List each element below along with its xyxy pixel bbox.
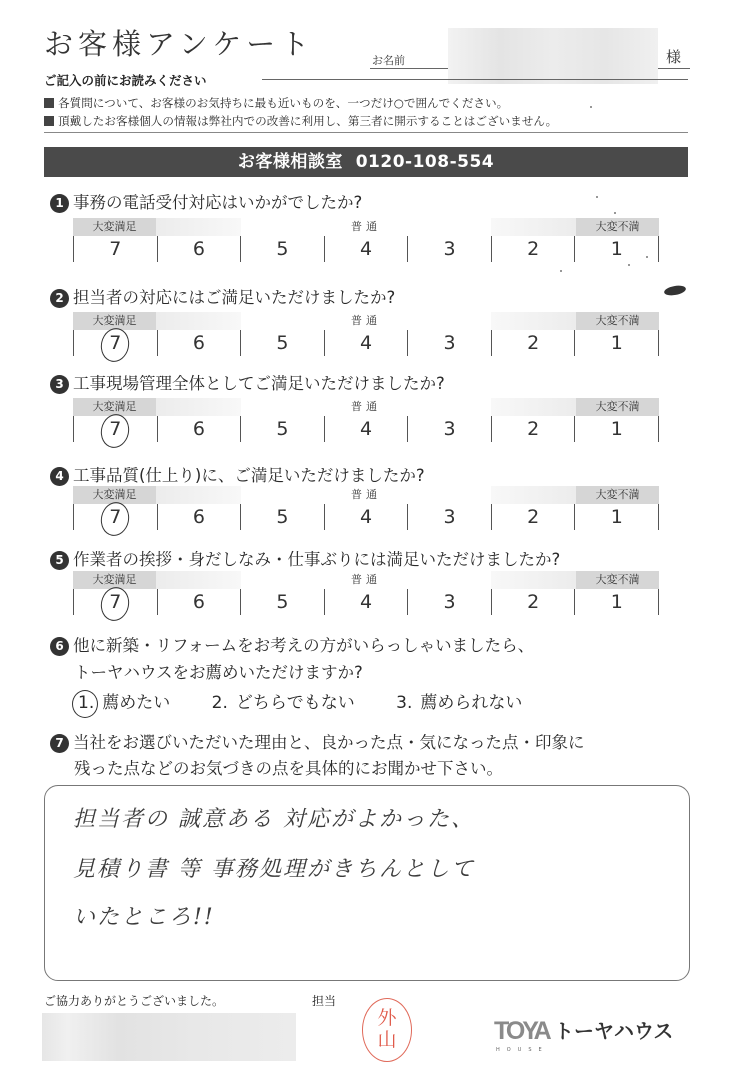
label-gradient (491, 486, 576, 504)
rating-option-6[interactable]: 6 (157, 504, 241, 530)
label-gradient (491, 398, 576, 416)
rating-option-1[interactable]: 1 (574, 416, 659, 442)
name-label: お名前 (372, 54, 405, 67)
handwritten-line-1: 担当者の 誠意ある 対応がよかった、 (73, 807, 475, 832)
rating-scale-2 (73, 312, 659, 356)
number-badge-icon: 6 (50, 637, 69, 656)
rating-option-7-selected[interactable]: 7 (73, 589, 157, 615)
question-3 (50, 370, 445, 394)
rating-option-3[interactable]: 3 (407, 416, 491, 442)
number-badge-icon: 5 (50, 551, 69, 570)
rating-option-6[interactable]: 6 (157, 236, 241, 262)
stamp-char: 外 (377, 1007, 397, 1029)
customer-support-band (44, 147, 688, 177)
square-bullet-icon (44, 116, 54, 126)
rating-option-3[interactable]: 3 (407, 330, 491, 356)
stamp-char: 山 (377, 1029, 397, 1051)
option-number: 3. (396, 693, 413, 713)
logo-subtext: HOUSE (496, 1047, 549, 1053)
label-gradient (491, 571, 576, 589)
label-gradient (156, 398, 241, 416)
rating-option-5[interactable]: 5 (240, 504, 324, 530)
rating-scale-1 (73, 218, 659, 262)
very-satisfied-label: 大変満足 (73, 312, 156, 330)
rating-option-4[interactable]: 4 (324, 589, 408, 615)
question-1 (50, 189, 362, 213)
question-7 (50, 729, 585, 753)
option-label: 薦められない (420, 693, 523, 713)
neutral-label: 普通 (351, 220, 381, 233)
company-logo (494, 1018, 673, 1058)
neutral-label: 普通 (351, 573, 381, 586)
staff-label: 担当 (312, 994, 337, 1008)
option-recommend-selected[interactable] (78, 688, 170, 713)
question-text: 工事品質(仕上り)に、ご満足いただけましたか? (73, 466, 425, 485)
support-label: お客様相談室 (237, 152, 343, 172)
rating-option-2[interactable]: 2 (491, 589, 575, 615)
label-gradient (491, 218, 576, 236)
rating-scale-3 (73, 398, 659, 442)
question-text: 工事現場管理全体としてご満足いただけましたか? (73, 374, 445, 393)
question-6-line2: トーヤハウスをお薦めいただけますか? (74, 663, 363, 682)
option-number: 1. (78, 693, 95, 713)
rating-option-3[interactable]: 3 (407, 589, 491, 615)
neutral-label: 普通 (351, 400, 381, 413)
rating-scale-4 (73, 486, 659, 530)
question-7-line2: 残った点などのお気づきの点を具体的にお聞かせ下さい。 (74, 759, 503, 778)
rating-option-5[interactable]: 5 (240, 589, 324, 615)
very-satisfied-label: 大変満足 (73, 398, 156, 416)
thanks-message: ご協力ありがとうございました。 (44, 994, 225, 1008)
instruction-note (44, 95, 508, 111)
very-satisfied-label: 大変満足 (73, 486, 156, 504)
option-not-recommend[interactable] (396, 688, 522, 713)
scan-speck (590, 106, 592, 108)
number-badge-icon: 1 (50, 194, 69, 213)
rating-option-4[interactable]: 4 (324, 236, 408, 262)
rating-option-2[interactable]: 2 (491, 330, 575, 356)
rating-option-7-selected[interactable]: 7 (73, 330, 157, 356)
rating-option-6[interactable]: 6 (157, 416, 241, 442)
divider (44, 132, 688, 133)
scan-speck (560, 270, 562, 272)
scan-speck (628, 264, 630, 266)
question-text: 担当者の対応にはご満足いただけましたか? (73, 288, 396, 307)
rating-option-2[interactable]: 2 (491, 236, 575, 262)
very-dissatisfied-label: 大変不満 (576, 312, 659, 330)
rating-option-1[interactable]: 1 (574, 330, 659, 356)
handwritten-line-2: 見積り書 等 事務処理がきちんとして (73, 857, 475, 882)
question-5 (50, 546, 560, 570)
very-dissatisfied-label: 大変不満 (576, 571, 659, 589)
option-label: どちらでもない (235, 693, 355, 713)
rating-option-4[interactable]: 4 (324, 416, 408, 442)
option-number: 2. (211, 693, 228, 713)
question-text: 他に新築・リフォームをお考えの方がいらっしゃいましたら、 (73, 636, 535, 655)
rating-scale-5 (73, 571, 659, 615)
question-text: 作業者の挨拶・身だしなみ・仕事ぶりには満足いただけましたか? (73, 550, 561, 569)
rating-option-1[interactable]: 1 (574, 236, 659, 262)
scan-speck (596, 196, 598, 198)
very-dissatisfied-label: 大変不満 (576, 486, 659, 504)
read-first-heading: ご記入の前にお読みください (44, 73, 207, 88)
redacted-block (42, 1013, 296, 1061)
option-label: 薦めたい (102, 693, 171, 713)
rating-option-3[interactable]: 3 (407, 236, 491, 262)
privacy-text: 頂戴したお客様個人の情報は弊社内での改善に利用し、第三者に開示することはございません。 (58, 114, 558, 128)
rating-option-7[interactable]: 7 (73, 236, 157, 262)
label-gradient (156, 571, 241, 589)
number-badge-icon: 7 (50, 734, 69, 753)
survey-title: お客様アンケート (44, 27, 315, 61)
very-satisfied-label: 大変満足 (73, 571, 156, 589)
label-gradient (491, 312, 576, 330)
neutral-label: 普通 (351, 488, 381, 501)
recommend-options (78, 688, 558, 713)
handwritten-line-3: いたところ!! (73, 905, 215, 930)
number-badge-icon: 2 (50, 289, 69, 308)
question-6 (50, 632, 534, 656)
question-4 (50, 462, 425, 486)
rating-option-4[interactable]: 4 (324, 504, 408, 530)
rating-option-7-selected[interactable]: 7 (73, 416, 157, 442)
very-dissatisfied-label: 大変不満 (576, 218, 659, 236)
question-text: 事務の電話受付対応はいかがでしたか? (73, 193, 363, 212)
rating-option-6[interactable]: 6 (157, 589, 241, 615)
scan-speck (614, 212, 616, 214)
comment-textarea[interactable] (44, 785, 690, 981)
scan-speck (646, 256, 648, 258)
label-gradient (156, 312, 241, 330)
rating-option-5[interactable]: 5 (240, 330, 324, 356)
toya-logo-icon (494, 1018, 548, 1054)
heading-rule (262, 79, 688, 80)
label-gradient (156, 486, 241, 504)
rating-option-2[interactable]: 2 (491, 504, 575, 530)
option-neutral[interactable] (212, 688, 355, 713)
honorific: 様 (666, 48, 682, 66)
privacy-note (44, 113, 557, 129)
rating-option-1[interactable]: 1 (574, 589, 659, 615)
name-field-redacted[interactable] (448, 28, 658, 84)
rating-option-2[interactable]: 2 (491, 416, 575, 442)
neutral-label: 普通 (351, 314, 381, 327)
rating-option-1[interactable]: 1 (574, 504, 659, 530)
ink-smudge (663, 284, 686, 297)
support-phone: 0120-108-554 (355, 152, 495, 172)
number-badge-icon: 3 (50, 375, 69, 394)
rating-option-5[interactable]: 5 (240, 236, 324, 262)
logo-letters: TOYA (494, 1017, 549, 1045)
rating-option-7-selected[interactable]: 7 (73, 504, 157, 530)
question-text: 当社をお選びいただいた理由と、良かった点・気になった点・印象に (73, 733, 585, 752)
rating-option-3[interactable]: 3 (407, 504, 491, 530)
very-satisfied-label: 大変満足 (73, 218, 156, 236)
rating-option-4[interactable]: 4 (324, 330, 408, 356)
square-bullet-icon (44, 98, 54, 108)
rating-option-5[interactable]: 5 (240, 416, 324, 442)
instruction-text: 各質問について、お客様のお気持ちに最も近いものを、一つだけ○で囲んでください。 (58, 96, 509, 110)
rating-option-6[interactable]: 6 (157, 330, 241, 356)
company-name: トーヤハウス (554, 1019, 674, 1043)
very-dissatisfied-label: 大変不満 (576, 398, 659, 416)
seal-stamp-icon (362, 998, 412, 1062)
label-gradient (156, 218, 241, 236)
question-2 (50, 284, 395, 308)
number-badge-icon: 4 (50, 467, 69, 486)
